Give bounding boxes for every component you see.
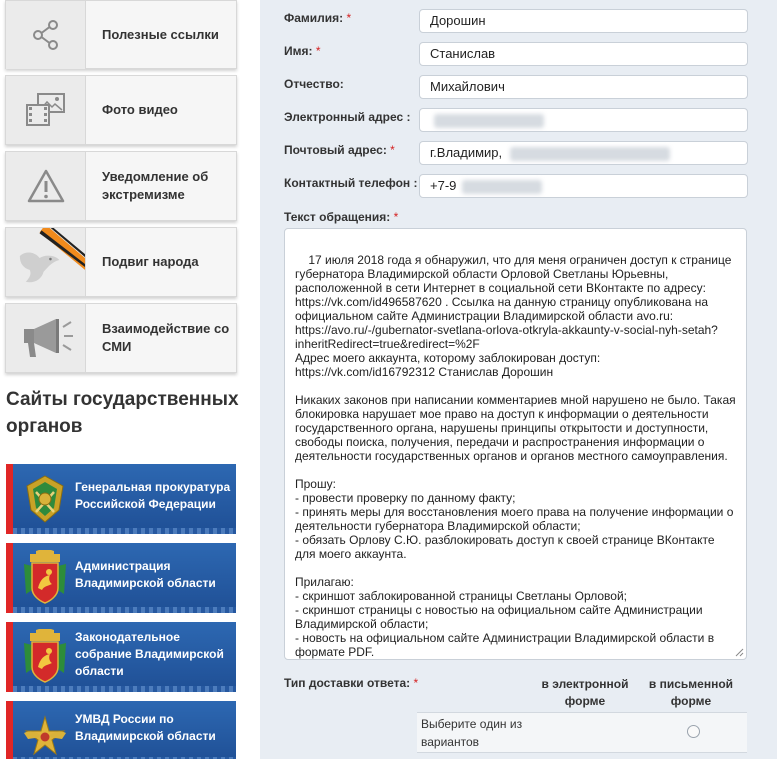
warning-icon [6,152,86,220]
sidebar-item-label: Подвиг народа [102,254,199,269]
phone-value: +7-9 [430,178,457,193]
patronymic-label [284,77,344,91]
delivery-electronic-radio[interactable] [687,725,700,738]
patronymic-field[interactable] [419,75,748,99]
delivery-choice-row [417,712,747,753]
photo-video-icon [6,76,86,144]
message-label [284,210,398,224]
redacted-address [510,147,670,161]
required-mark: * [315,44,321,58]
sidebar-item-people-feat[interactable] [5,227,237,297]
redacted-email [434,114,544,128]
sidebar-item-media-relations[interactable] [5,303,237,373]
postal-label-text: Почтовый адрес: [284,143,387,157]
name-label [284,44,321,58]
gov-link-label: Администрация Владимирской области [75,559,216,590]
delivery-electronic-heading: в электронной форме [541,677,629,708]
delivery-type-label [284,676,418,690]
surname-label [284,11,351,25]
name-value: Станислав [430,46,496,61]
redacted-phone [462,180,542,194]
required-mark: * [390,143,395,157]
delivery-choice-hint: Выберите один из вариантов [421,717,523,749]
postal-value: г.Владимир, [430,145,503,160]
gov-link-label: Законодательное собрание Владимирской области [75,629,224,678]
required-mark: * [393,210,399,224]
required-mark: * [346,11,352,25]
delivery-paper-heading: в письменной форме [648,677,734,708]
gov-link-label: УМВД России по Владимирской области [75,712,216,743]
vladimir-coat-of-arms-icon [19,628,71,686]
email-label [284,110,411,124]
phone-label-text: Контактный телефон : [284,176,418,190]
surname-value: Дорошин [430,13,486,28]
dove-ribbon-icon [6,228,86,296]
sidebar-item-label: Полезные ссылки [102,27,219,42]
resize-grip-icon[interactable] [735,648,744,657]
postal-address-field[interactable] [419,141,748,165]
message-textarea[interactable] [284,228,747,660]
patronymic-label-text: Отчество: [284,77,344,91]
gov-link-mvd-vladimir[interactable] [6,701,236,759]
prosecutor-emblem [19,470,71,528]
share-icon [6,1,86,69]
left-sidebar [0,0,260,759]
gov-link-vladimir-administration[interactable] [6,543,236,613]
surname-label-text: Фамилия: [284,11,344,25]
message-text: 17 июля 2018 года я обнаружил, что для меня ограничен доступ к странице губернатора Владимирской области Орловой Светланы Юрьевны, расположенной в сети Интернет в социальной сети ВКонтакте по адресу: https://vk.com/id496587620 . Ссылка на данную страницу опубликована на официальном сайте Администрации Владимирской области avo.ru: https://avo.ru/-/gubernator-svetlana-orlova-otkryla-akkaunty-v-social-nyh-setah?inheritRedirect=true&redirect=%2F Адрес моего аккаунта, которому заблокирован доступ: https://vk.com/id16792312 Станислав Дорошин Никаких законов при написании комментариев мной нарушено не было. Такая блокировка нарушает мое право на доступ к информации о деятельности государственного органа, нарушены принципы открытости и доступности, свободы поиска, получения, передачи и распространения информации о деятельности государственных органов и органов местного самоуправления. Прошу: - провести проверку по данному факту; - принять меры для восстановления моего права на получение информации о деятельности губернатора Владимирской области; - обязать Орлову С.Ю. разблокировать доступ к своей странице ВКонтакте для моего аккаунта. Прилагаю: - скриншот заблокированной страницы Светланы Орловой; - скриншот страницы с новостью на официальном сайте Администрации Владимирской области; - новость на официальном сайте Администрации Владимирской области в формате PDF. [295,253,736,659]
surname-field[interactable] [419,9,748,33]
gov-link-legislative-assembly[interactable] [6,622,236,692]
name-label-text: Имя: [284,44,313,58]
sidebar-item-label: Взаимодействие со СМИ [102,321,230,354]
gov-link-label: Генеральная прокуратура Российской Федерации [75,480,231,511]
gov-link-prosecutor-general[interactable] [6,464,236,534]
phone-label [284,176,417,190]
sidebar-item-label: Фото видео [102,102,178,117]
gov-sites-heading: Сайты государственных органов [6,389,239,437]
mvd-emblem [19,707,71,759]
sidebar-item-label: Уведомление об экстремизме [102,169,209,202]
sidebar-item-photo-video[interactable] [5,75,237,145]
name-field[interactable] [419,42,748,66]
sidebar-item-useful-links[interactable] [5,0,237,69]
delivery-label-text: Тип доставки ответа: [284,676,411,690]
phone-field[interactable] [419,174,748,198]
patronymic-value: Михайлович [430,79,505,94]
sidebar-item-extremism-notice[interactable] [5,151,237,221]
megaphone-icon [6,304,86,372]
message-label-text: Текст обращения: [284,210,391,224]
postal-address-label [284,143,395,157]
vladimir-coat-of-arms-icon [19,549,71,607]
appeal-form [260,0,777,759]
email-field[interactable] [419,108,748,132]
required-mark: * [413,676,419,690]
email-label-text: Электронный адрес : [284,110,411,124]
